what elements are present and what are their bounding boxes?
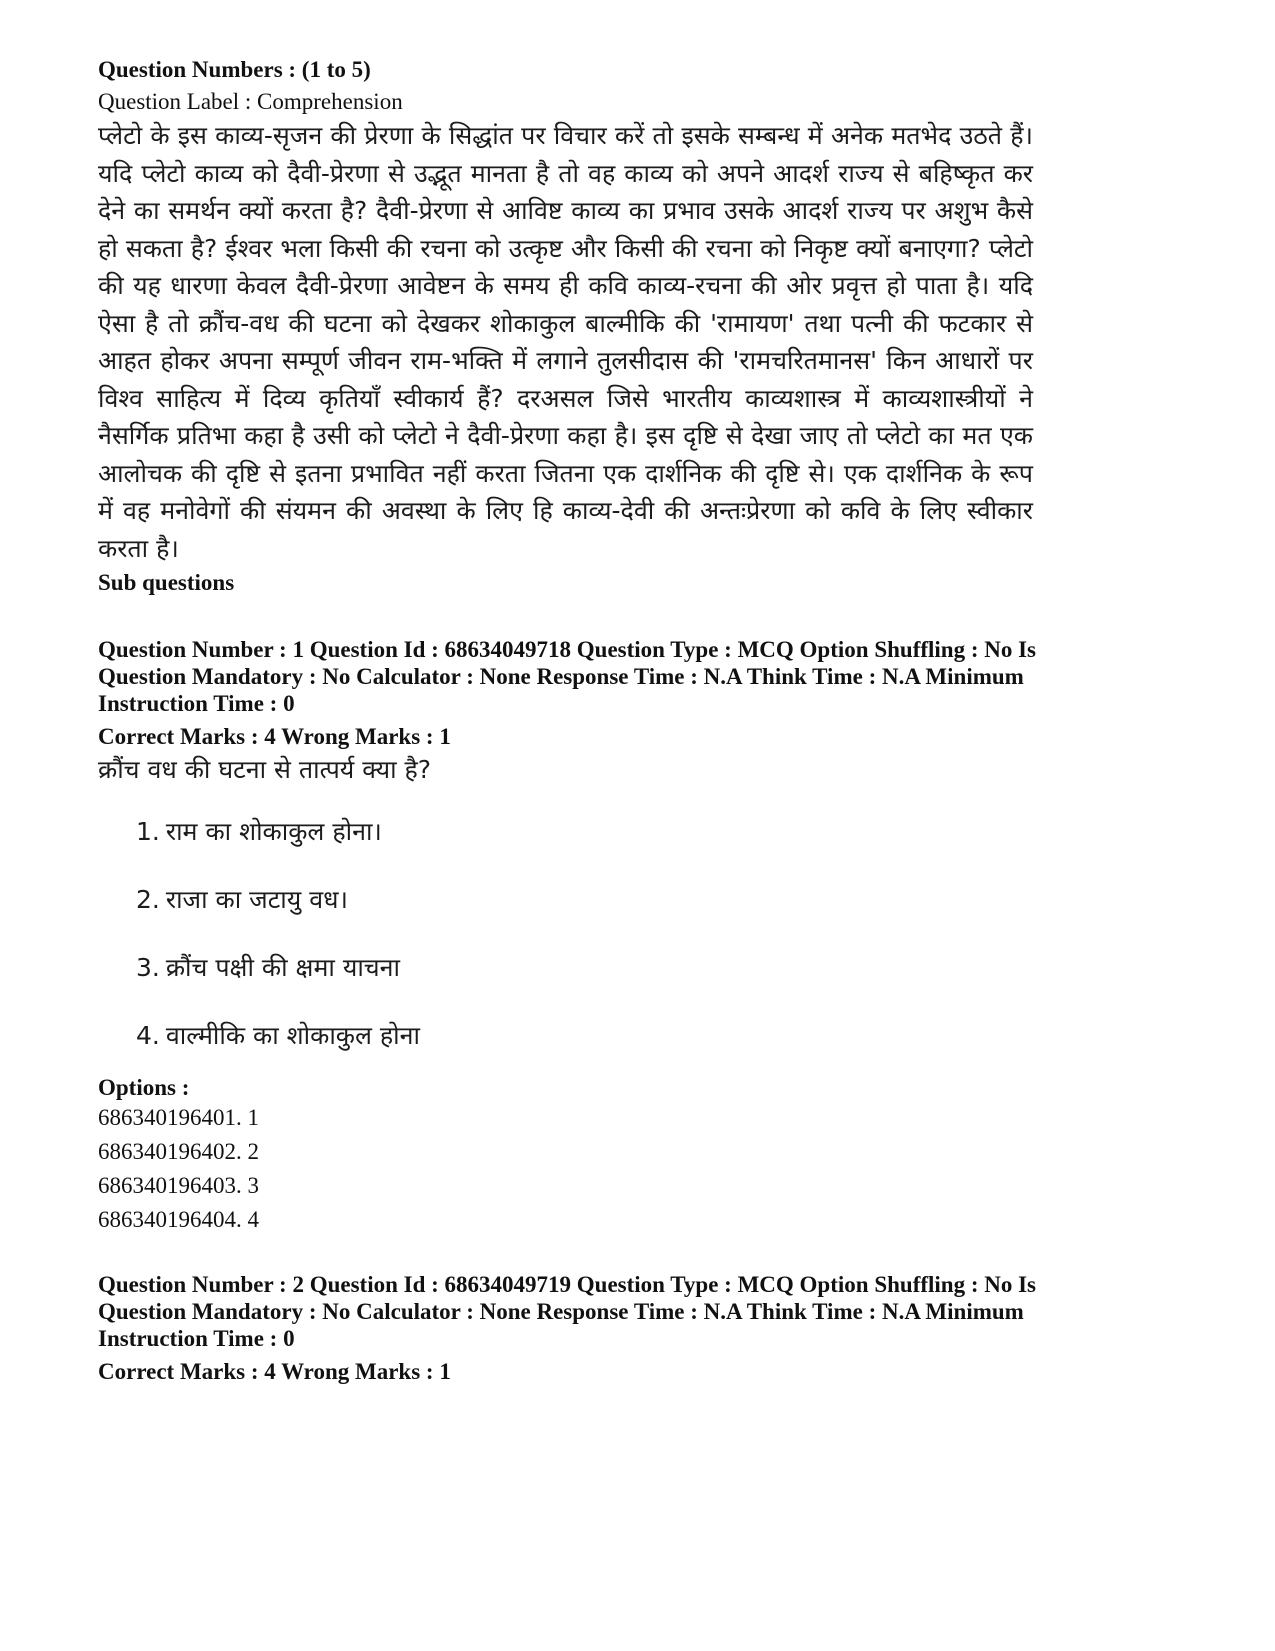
q1-meta-line-3: Instruction Time : 0 bbox=[98, 691, 295, 716]
question-1 bbox=[98, 636, 1178, 1237]
question-label: Question Label : Comprehension bbox=[98, 89, 403, 114]
q1-option-3: 686340196403. 3 bbox=[98, 1173, 259, 1198]
question-2 bbox=[98, 1271, 1178, 1385]
q1-meta-line-2: Question Mandatory : No Calculator : None Response Time : N.A Think Time : N.A Minimum bbox=[98, 664, 1024, 689]
q1-options-list bbox=[98, 1101, 1178, 1237]
choice-text: क्रौंच पक्षी की क्षमा याचना bbox=[165, 953, 401, 982]
choice-number: 2. bbox=[136, 885, 160, 914]
q1-choice-list bbox=[98, 798, 1178, 1070]
q1-choice-4 bbox=[136, 1002, 1178, 1070]
q2-meta-line-2: Question Mandatory : No Calculator : None Response Time : N.A Think Time : N.A Minimum bbox=[98, 1299, 1024, 1324]
choice-number: 3. bbox=[136, 953, 160, 982]
q2-marks: Correct Marks : 4 Wrong Marks : 1 bbox=[98, 1359, 451, 1384]
choice-text: वाल्मीकि का शोकाकुल होना bbox=[165, 1021, 421, 1050]
comprehension-passage: प्लेटो के इस काव्य-सृजन की प्रेरणा के सिद्धांत पर विचार करें तो इसके सम्बन्ध में अनेक मतभेद उठते हैं। यदि प्लेटो काव्य को दैवी-प्रेरणा से उद्भूत मानता है तो वह काव्य को अपने आदर्श राज्य से बहिष्कृत कर देने का समर्थन क्यों करता है? दैवी-प्रेरणा से आविष्ट काव्य का प्रभाव उसके आदर्श राज्य पर अशुभ कैसे हो सकता है? ईश्वर भला किसी की रचना को उत्कृष्ट और किसी की रचना को निकृष्ट क्यों बनाएगा? प्लेटो की यह धारणा केवल दैवी-प्रेरणा आवेष्टन के समय ही कवि काव्य-रचना की ओर प्रवृत्त हो पाता है। यदि ऐसा है तो क्रौंच-वध की घटना को देखकर शोकाकुल बाल्मीकि की 'रामायण' तथा पत्नी की फटकार से आहत होकर अपना सम्पूर्ण जीवन राम-भक्ति में लगाने तुलसीदास की 'रामचरितमानस' किन आधारों पर विश्व साहित्य में दिव्य कृतियाँ स्वीकार्य हैं? दरअसल जिसे भारतीय काव्यशास्त्र में काव्यशास्त्रीयों ने नैसर्गिक प्रतिभा कहा है उसी को प्लेटो ने दैवी-प्रेरणा कहा है। इस दृष्टि से देखा जाए तो प्लेटो का मत एक आलोचक की दृष्टि से इतना प्रभावित नहीं करता जितना एक दार्शनिक की दृष्टि से। एक दार्शनिक के रूप में वह मनोवेगों की संयमन की अवस्था के लिए हि काव्य-देवी की अन्तःप्रेरणा को कवि के लिए स्वीकार करता है। bbox=[98, 121, 1033, 563]
q2-meta-line-1: Question Number : 2 Question Id : 68634049719 Question Type : MCQ Option Shuffling : No Is bbox=[98, 1272, 1037, 1297]
q1-choice-3 bbox=[136, 934, 1178, 1002]
document-page bbox=[98, 56, 1178, 1385]
q1-choice-2 bbox=[136, 866, 1178, 934]
choice-text: राजा का जटायु वध। bbox=[165, 885, 348, 914]
q1-option-1: 686340196401. 1 bbox=[98, 1105, 259, 1130]
choice-number: 1. bbox=[136, 817, 160, 846]
q1-option-4: 686340196404. 4 bbox=[98, 1207, 259, 1232]
q1-options-heading: Options : bbox=[98, 1075, 190, 1100]
q1-choice-1 bbox=[136, 798, 1178, 866]
q2-meta-line-3: Instruction Time : 0 bbox=[98, 1326, 295, 1351]
question-numbers: Question Numbers : (1 to 5) bbox=[98, 57, 371, 82]
q1-meta-line-1: Question Number : 1 Question Id : 68634049718 Question Type : MCQ Option Shuffling : No Is bbox=[98, 637, 1037, 662]
choice-text: राम का शोकाकुल होना। bbox=[165, 817, 382, 846]
q1-option-2: 686340196402. 2 bbox=[98, 1139, 259, 1164]
q1-marks: Correct Marks : 4 Wrong Marks : 1 bbox=[98, 724, 451, 749]
sub-questions-heading: Sub questions bbox=[98, 570, 235, 595]
q1-question-text: क्रौंच वध की घटना से तात्पर्य क्या है? bbox=[98, 755, 432, 784]
choice-number: 4. bbox=[136, 1021, 160, 1050]
